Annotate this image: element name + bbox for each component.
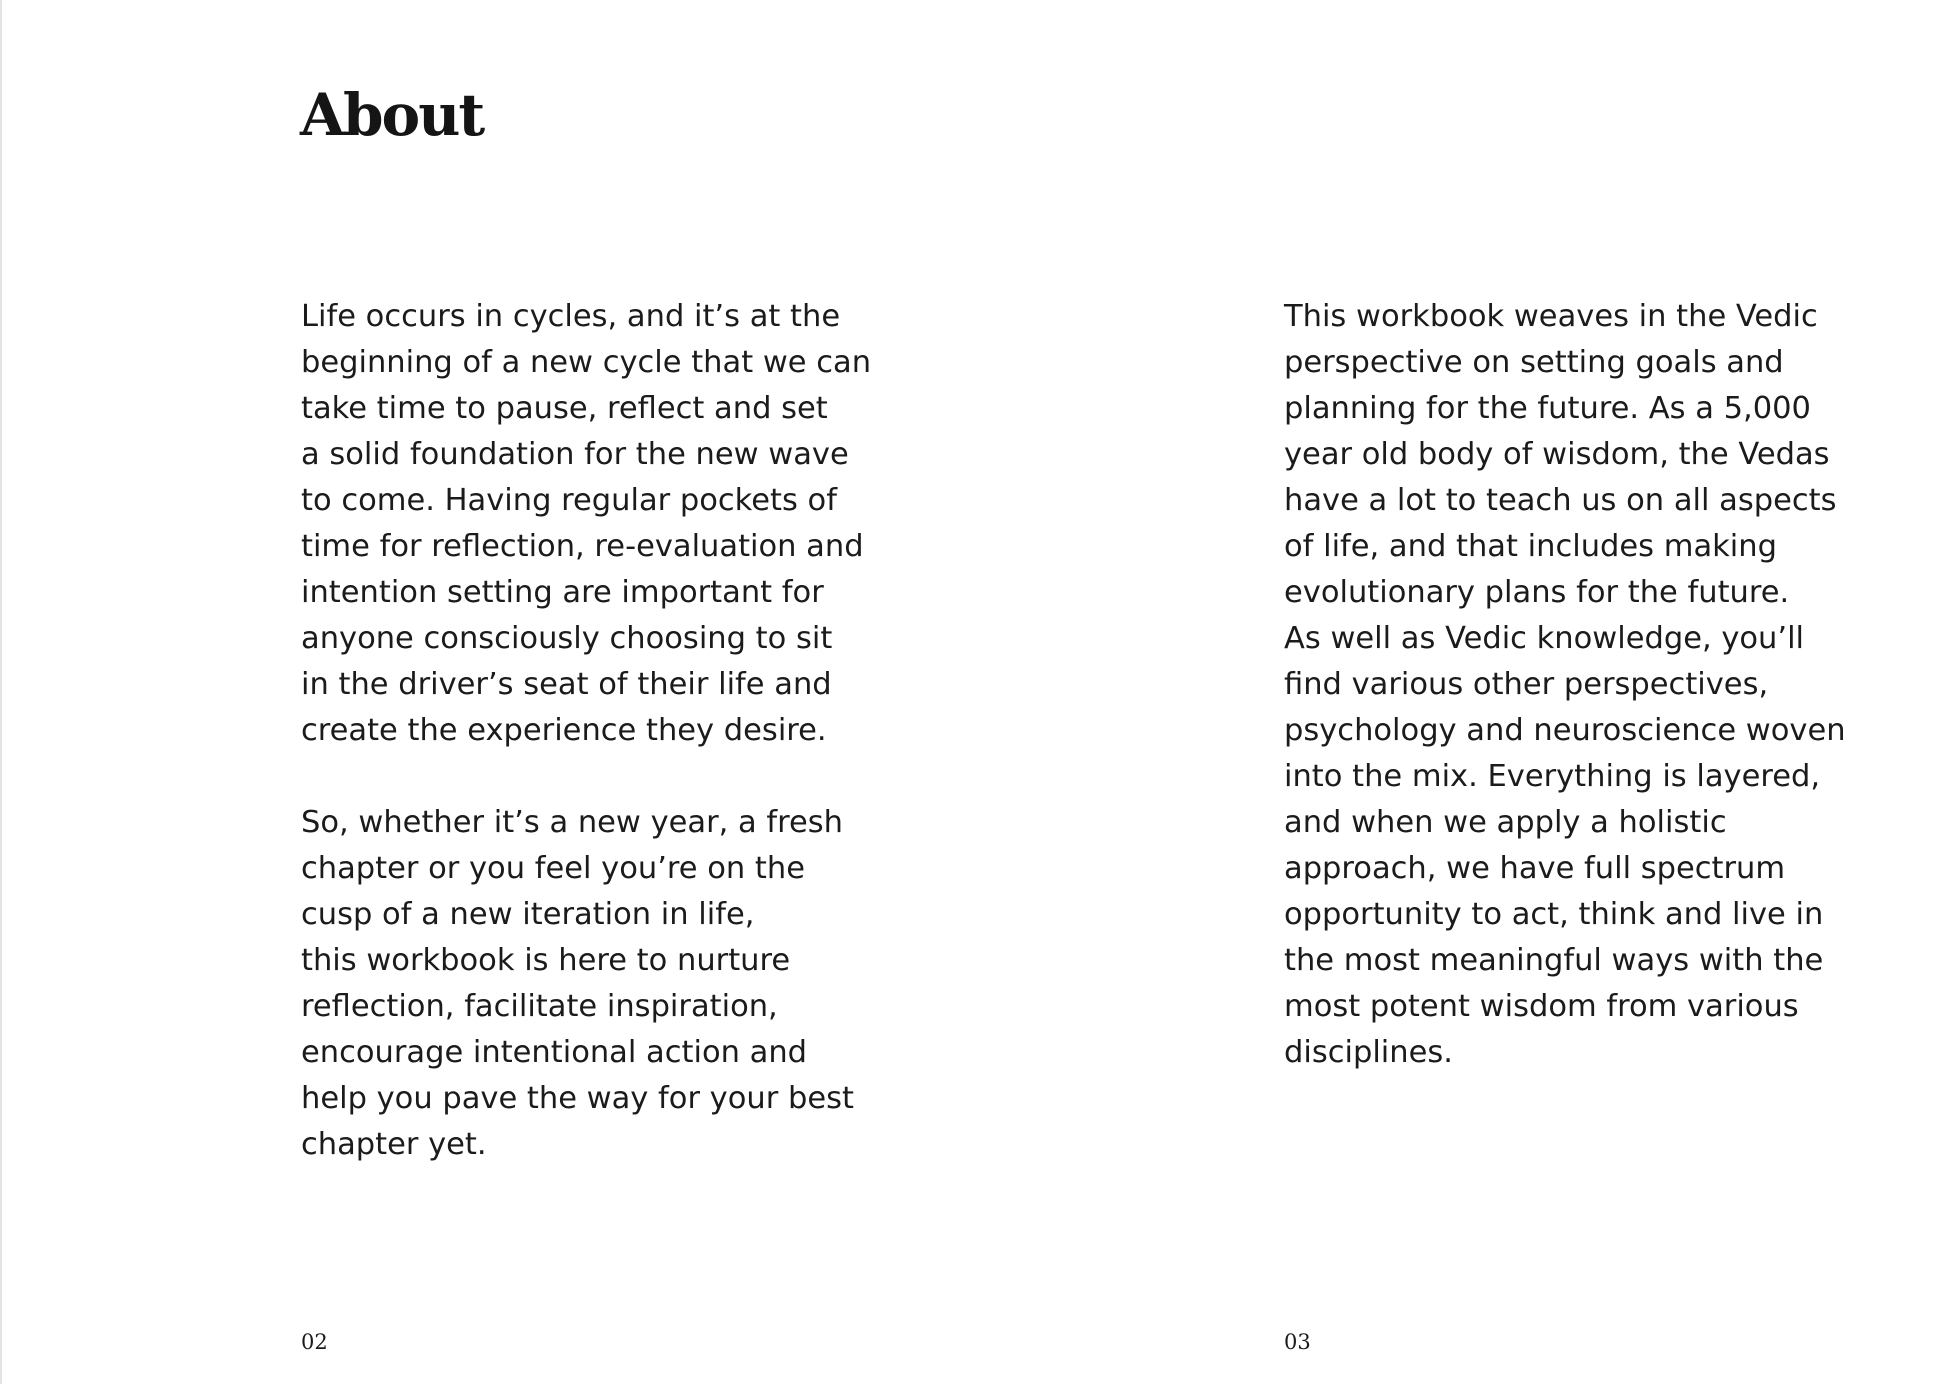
- text-line: anyone consciously choosing to sit: [301, 621, 833, 656]
- text-line: help you pave the way for your best: [301, 1081, 854, 1116]
- paragraph: [301, 294, 941, 754]
- page-edge-divider: [0, 0, 2, 1384]
- page-title: About: [300, 81, 484, 149]
- text-line: Life occurs in cycles, and it’s at the: [301, 299, 841, 334]
- text-line: of life, and that includes making: [1284, 529, 1777, 564]
- right-column-body: [1284, 294, 1924, 1076]
- page-number-left: 02: [301, 1330, 328, 1354]
- text-line: chapter or you feel you’re on the: [301, 851, 805, 886]
- page-number-right: 03: [1284, 1330, 1311, 1354]
- text-line: planning for the future. As a 5,000: [1284, 391, 1811, 426]
- text-line: and when we apply a holistic: [1284, 805, 1727, 840]
- text-line: As well as Vedic knowledge, you’ll: [1284, 621, 1805, 656]
- text-line: intention setting are important for: [301, 575, 824, 610]
- text-line: time for reflection, re-evaluation and: [301, 529, 864, 564]
- text-line: have a lot to teach us on all aspects: [1284, 483, 1837, 518]
- text-line: disciplines.: [1284, 1035, 1453, 1070]
- text-line: perspective on setting goals and: [1284, 345, 1784, 380]
- paragraph: [1284, 294, 1924, 1076]
- text-line: encourage intentional action and: [301, 1035, 808, 1070]
- text-line: So, whether it’s a new year, a fresh: [301, 805, 843, 840]
- text-line: cusp of a new iteration in life,: [301, 897, 755, 932]
- text-line: evolutionary plans for the future.: [1284, 575, 1790, 610]
- text-line: This workbook weaves in the Vedic: [1284, 299, 1818, 334]
- text-line: psychology and neuroscience woven: [1284, 713, 1846, 748]
- text-line: take time to pause, reflect and set: [301, 391, 828, 426]
- left-column-body: [301, 294, 941, 1168]
- text-line: this workbook is here to nurture: [301, 943, 791, 978]
- text-line: approach, we have full spectrum: [1284, 851, 1786, 886]
- text-line: a solid foundation for the new wave: [301, 437, 849, 472]
- text-line: opportunity to act, think and live in: [1284, 897, 1824, 932]
- text-line: reflection, facilitate inspiration,: [301, 989, 778, 1024]
- text-line: chapter yet.: [301, 1127, 487, 1162]
- text-line: find various other perspectives,: [1284, 667, 1769, 702]
- text-line: most potent wisdom from various: [1284, 989, 1799, 1024]
- text-line: in the driver’s seat of their life and: [301, 667, 832, 702]
- text-line: create the experience they desire.: [301, 713, 827, 748]
- text-line: the most meaningful ways with the: [1284, 943, 1824, 978]
- text-line: beginning of a new cycle that we can: [301, 345, 872, 380]
- text-line: into the mix. Everything is layered,: [1284, 759, 1821, 794]
- paragraph: [301, 800, 941, 1168]
- text-line: year old body of wisdom, the Vedas: [1284, 437, 1830, 472]
- text-line: to come. Having regular pockets of: [301, 483, 837, 518]
